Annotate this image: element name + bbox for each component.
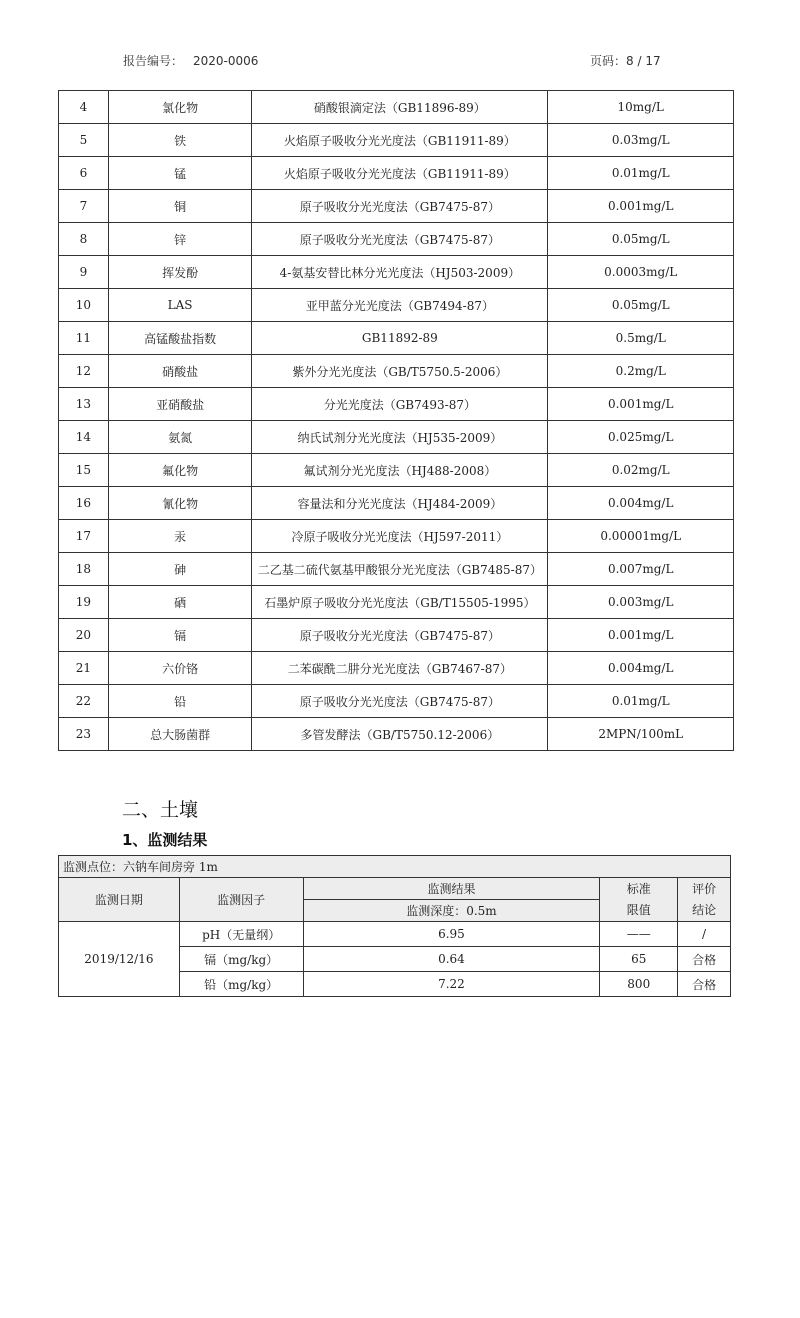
row-number: 7: [59, 190, 109, 223]
detection-limit: 0.025mg/L: [548, 421, 734, 454]
detection-limit: 0.004mg/L: [548, 487, 734, 520]
detection-limit: 0.02mg/L: [548, 454, 734, 487]
item-name: 铅: [108, 685, 251, 718]
header-date: 监测日期: [59, 878, 180, 922]
detection-limit: 0.01mg/L: [548, 685, 734, 718]
factor-cell: 铅（mg/kg）: [179, 972, 303, 997]
row-number: 5: [59, 124, 109, 157]
item-name: 六价铬: [108, 652, 251, 685]
method-cell: 原子吸收分光光度法（GB7475-87）: [252, 190, 548, 223]
item-name: 氟化物: [108, 454, 251, 487]
table-row: [59, 553, 734, 586]
item-name: 铜: [108, 190, 251, 223]
method-cell: 硝酸银滴定法（GB11896-89）: [252, 91, 548, 124]
item-name: 锰: [108, 157, 251, 190]
method-cell: 石墨炉原子吸收分光光度法（GB/T15505-1995）: [252, 586, 548, 619]
section-subtitle: 1、监测结果: [122, 831, 208, 849]
row-number: 13: [59, 388, 109, 421]
table-row: [59, 421, 734, 454]
row-number: 10: [59, 289, 109, 322]
table-row: [59, 190, 734, 223]
method-cell: 容量法和分光光度法（HJ484-2009）: [252, 487, 548, 520]
detection-limit: 0.004mg/L: [548, 652, 734, 685]
method-cell: 火焰原子吸收分光光度法（GB11911-89）: [252, 157, 548, 190]
row-number: 21: [59, 652, 109, 685]
factor-cell: pH（无量纲）: [179, 922, 303, 947]
method-cell: 二苯碳酰二肼分光光度法（GB7467-87）: [252, 652, 548, 685]
item-name: 硒: [108, 586, 251, 619]
table-row: [59, 685, 734, 718]
factor-cell: 镉（mg/kg）: [179, 947, 303, 972]
monitoring-point: 监测点位：六钠车间房旁 1m: [59, 856, 731, 878]
row-number: 23: [59, 718, 109, 751]
item-name: 砷: [108, 553, 251, 586]
table-row: [59, 586, 734, 619]
sample-date: 2019/12/16: [59, 922, 180, 997]
method-cell: 亚甲蓝分光光度法（GB7494-87）: [252, 289, 548, 322]
table-row: [59, 388, 734, 421]
row-number: 22: [59, 685, 109, 718]
detection-limit: 0.001mg/L: [548, 619, 734, 652]
table-row: [59, 652, 734, 685]
detection-limit: 0.0003mg/L: [548, 256, 734, 289]
detection-limit: 0.05mg/L: [548, 223, 734, 256]
result-cell: 6.95: [303, 922, 600, 947]
method-cell: 原子吸收分光光度法（GB7475-87）: [252, 223, 548, 256]
item-name: 高锰酸盐指数: [108, 322, 251, 355]
row-number: 16: [59, 487, 109, 520]
item-name: 氨氮: [108, 421, 251, 454]
report-number-label: 报告编号：: [123, 54, 184, 68]
method-cell: 紫外分光光度法（GB/T5750.5-2006）: [252, 355, 548, 388]
table-row: [59, 223, 734, 256]
item-name: LAS: [108, 289, 251, 322]
header-standard: 标准 限值: [600, 878, 678, 922]
page-number-label: 页码：: [590, 54, 627, 68]
report-number-value: 2020-0006: [193, 54, 259, 68]
detection-limit: 0.007mg/L: [548, 553, 734, 586]
method-cell: 氟试剂分光光度法（HJ488-2008）: [252, 454, 548, 487]
section-title: 二、土壤: [122, 799, 199, 821]
report-number: [123, 52, 258, 69]
result-cell: 0.64: [303, 947, 600, 972]
item-name: 镉: [108, 619, 251, 652]
row-number: 11: [59, 322, 109, 355]
method-cell: GB11892-89: [252, 322, 548, 355]
table-row: [59, 454, 734, 487]
header-result: 监测结果: [303, 878, 600, 900]
header-evaluation: 评价 结论: [678, 878, 731, 922]
item-name: 氯化物: [108, 91, 251, 124]
detection-limit: 0.01mg/L: [548, 157, 734, 190]
methods-table: [58, 90, 734, 751]
evaluation-cell: 合格: [678, 947, 731, 972]
row-number: 19: [59, 586, 109, 619]
detection-limit: 0.001mg/L: [548, 388, 734, 421]
method-cell: 分光光度法（GB7493-87）: [252, 388, 548, 421]
item-name: 锌: [108, 223, 251, 256]
item-name: 总大肠菌群: [108, 718, 251, 751]
item-name: 亚硝酸盐: [108, 388, 251, 421]
detection-limit: 2MPN/100mL: [548, 718, 734, 751]
standard-cell: ——: [600, 922, 678, 947]
method-cell: 原子吸收分光光度法（GB7475-87）: [252, 619, 548, 652]
evaluation-cell: 合格: [678, 972, 731, 997]
table-row: [59, 322, 734, 355]
table-row: [59, 355, 734, 388]
item-name: 挥发酚: [108, 256, 251, 289]
item-name: 氰化物: [108, 487, 251, 520]
method-cell: 4-氨基安替比林分光光度法（HJ503-2009）: [252, 256, 548, 289]
item-name: 硝酸盐: [108, 355, 251, 388]
detection-limit: 0.2mg/L: [548, 355, 734, 388]
standard-cell: 65: [600, 947, 678, 972]
row-number: 9: [59, 256, 109, 289]
table-row: [59, 157, 734, 190]
row-number: 18: [59, 553, 109, 586]
soil-results-table: [58, 855, 731, 997]
header-depth: 监测深度：0.5m: [303, 900, 600, 922]
detection-limit: 0.003mg/L: [548, 586, 734, 619]
row-number: 6: [59, 157, 109, 190]
method-cell: 纳氏试剂分光光度法（HJ535-2009）: [252, 421, 548, 454]
standard-cell: 800: [600, 972, 678, 997]
detection-limit: 0.00001mg/L: [548, 520, 734, 553]
table-row: [59, 922, 731, 947]
method-cell: 冷原子吸收分光光度法（HJ597-2011）: [252, 520, 548, 553]
detection-limit: 0.05mg/L: [548, 289, 734, 322]
row-number: 4: [59, 91, 109, 124]
table-row: [59, 487, 734, 520]
table-row: [59, 520, 734, 553]
item-name: 汞: [108, 520, 251, 553]
detection-limit: 0.5mg/L: [548, 322, 734, 355]
table-row: [59, 619, 734, 652]
table-row: [59, 91, 734, 124]
detection-limit: 10mg/L: [548, 91, 734, 124]
row-number: 15: [59, 454, 109, 487]
row-number: 20: [59, 619, 109, 652]
row-number: 8: [59, 223, 109, 256]
header-factor: 监测因子: [179, 878, 303, 922]
row-number: 12: [59, 355, 109, 388]
page-number: [590, 52, 661, 69]
item-name: 铁: [108, 124, 251, 157]
method-cell: 二乙基二硫代氨基甲酸银分光光度法（GB7485-87）: [252, 553, 548, 586]
table-row: [59, 289, 734, 322]
result-cell: 7.22: [303, 972, 600, 997]
table-row: [59, 718, 734, 751]
table-row: [59, 256, 734, 289]
evaluation-cell: /: [678, 922, 731, 947]
row-number: 14: [59, 421, 109, 454]
detection-limit: 0.001mg/L: [548, 190, 734, 223]
detection-limit: 0.03mg/L: [548, 124, 734, 157]
method-cell: 原子吸收分光光度法（GB7475-87）: [252, 685, 548, 718]
method-cell: 多管发酵法（GB/T5750.12-2006）: [252, 718, 548, 751]
method-cell: 火焰原子吸收分光光度法（GB11911-89）: [252, 124, 548, 157]
table-row: [59, 124, 734, 157]
row-number: 17: [59, 520, 109, 553]
page-number-value: 8 / 17: [626, 54, 661, 68]
